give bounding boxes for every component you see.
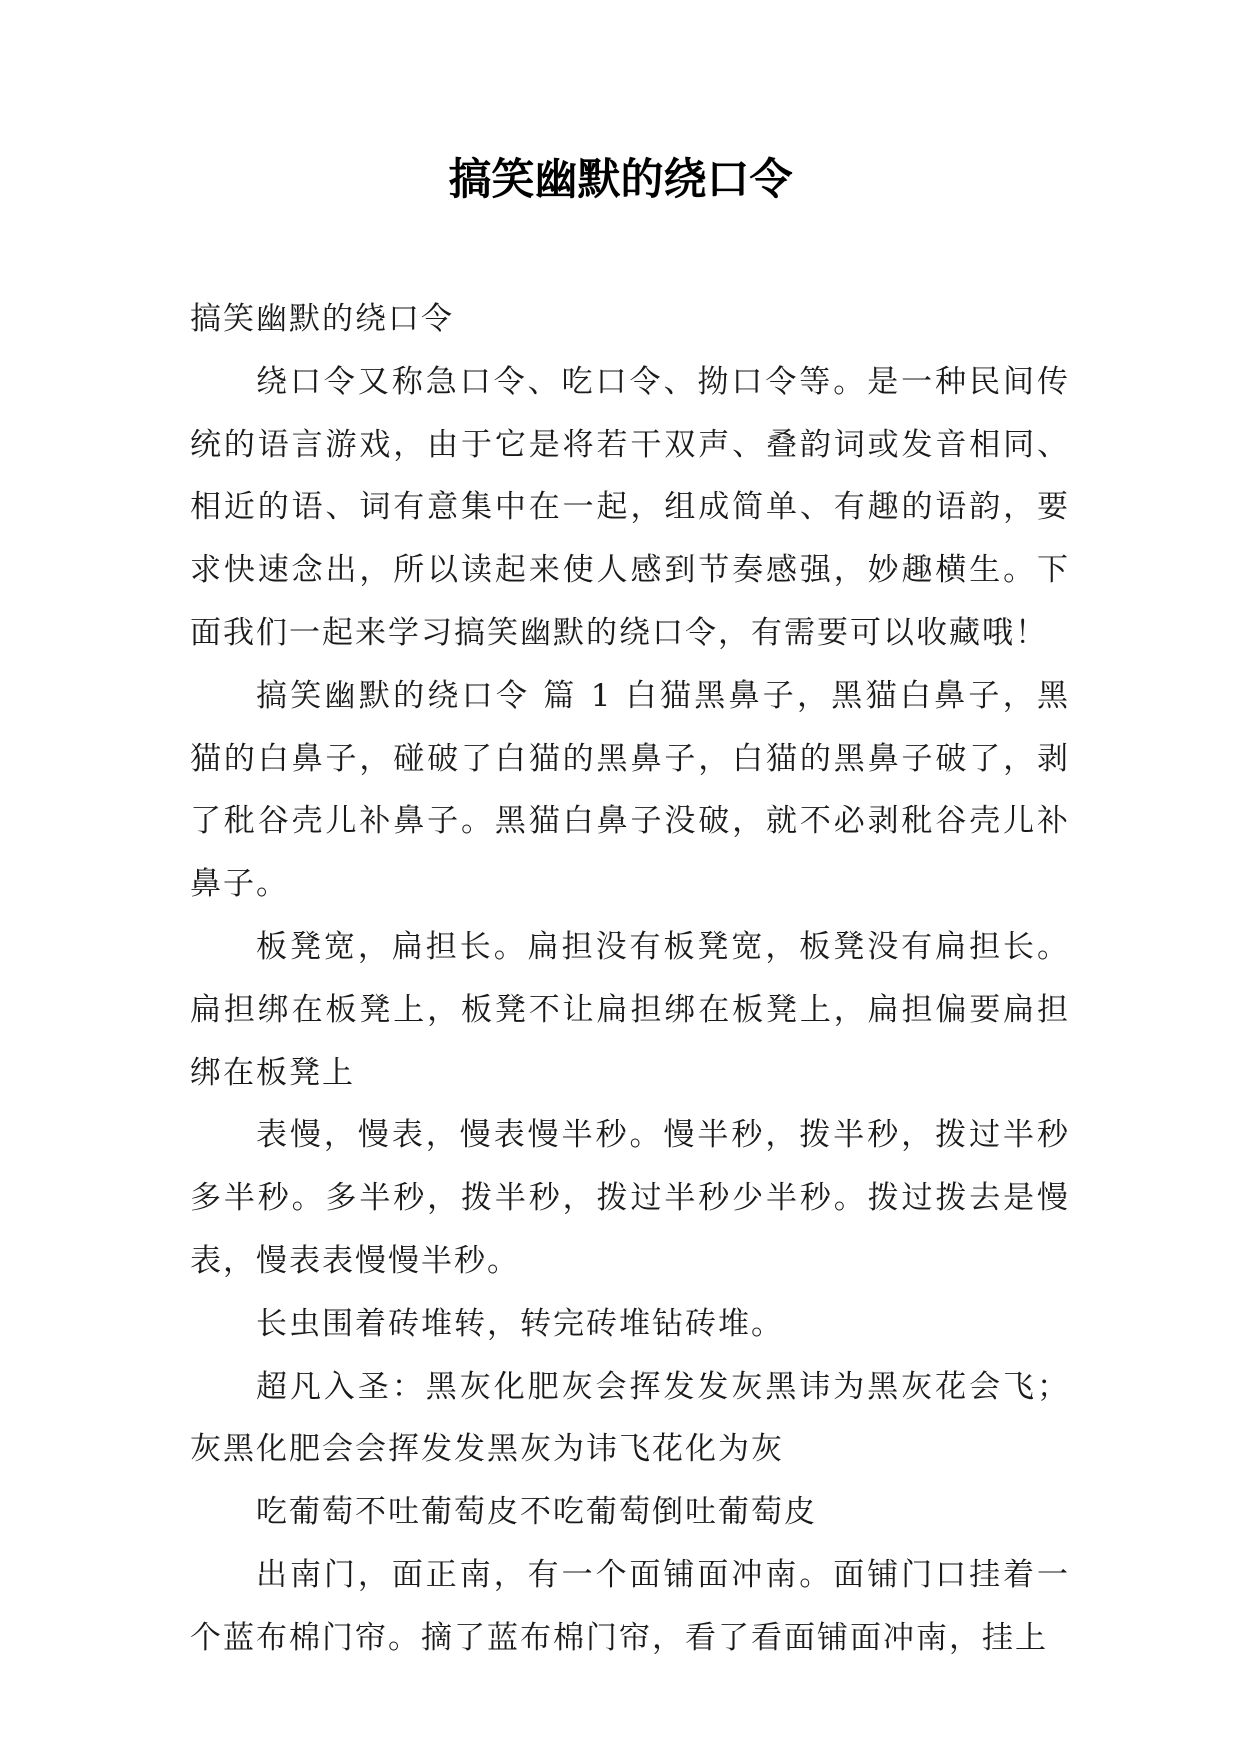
tongue-twister-paragraph: 板凳宽，扁担长。扁担没有板凳宽，板凳没有扁担长。扁担绑在板凳上，板凳不让扁担绑在板凳上，扁担偏要扁担绑在板凳上	[190, 928, 1070, 1091]
intro-paragraph: 绕口令又称急口令、吃口令、拗口令等。是一种民间传统的语言游戏，由于它是将若干双声、叠韵词或发音相同、相近的语、词有意集中在一起，组成简单、有趣的语韵，要求快速念出，所以读起来使人感到节奏感强，妙趣横生。下面我们一起来学习搞笑幽默的绕口令，有需要可以收藏哦！	[190, 363, 1070, 651]
tongue-twister-paragraph: 吃葡萄不吐葡萄皮不吃葡萄倒吐葡萄皮	[256, 1494, 817, 1531]
tongue-twister-paragraph: 出南门，面正南，有一个面铺面冲南。面铺门口挂着一个蓝布棉门帘。摘了蓝布棉门帘，看了看面铺面冲南，挂上	[190, 1556, 1070, 1656]
subtitle-paragraph: 搞笑幽默的绕口令	[190, 301, 454, 337]
document-body	[190, 288, 1070, 1670]
section-paragraph: 搞笑幽默的绕口令 篇 1 白猫黑鼻子，黑猫白鼻子，黑猫的白鼻子，碰破了白猫的黑鼻子，白猫的黑鼻子破了，剥了秕谷壳儿补鼻子。黑猫白鼻子没破，就不必剥秕谷壳儿补鼻子。	[190, 677, 1070, 903]
document-title: 搞笑幽默的绕口令	[448, 155, 793, 205]
tongue-twister-paragraph: 超凡入圣：黑灰化肥灰会挥发发灰黑讳为黑灰花会飞；灰黑化肥会会挥发发黑灰为讳飞花化为灰	[190, 1368, 1070, 1468]
tongue-twister-paragraph: 长虫围着砖堆转，转完砖堆钻砖堆。	[256, 1305, 784, 1342]
tongue-twister-paragraph: 表慢，慢表，慢表慢半秒。慢半秒，拨半秒，拨过半秒多半秒。多半秒，拨半秒，拨过半秒少半秒。拨过拨去是慢表，慢表表慢慢半秒。	[190, 1117, 1070, 1279]
